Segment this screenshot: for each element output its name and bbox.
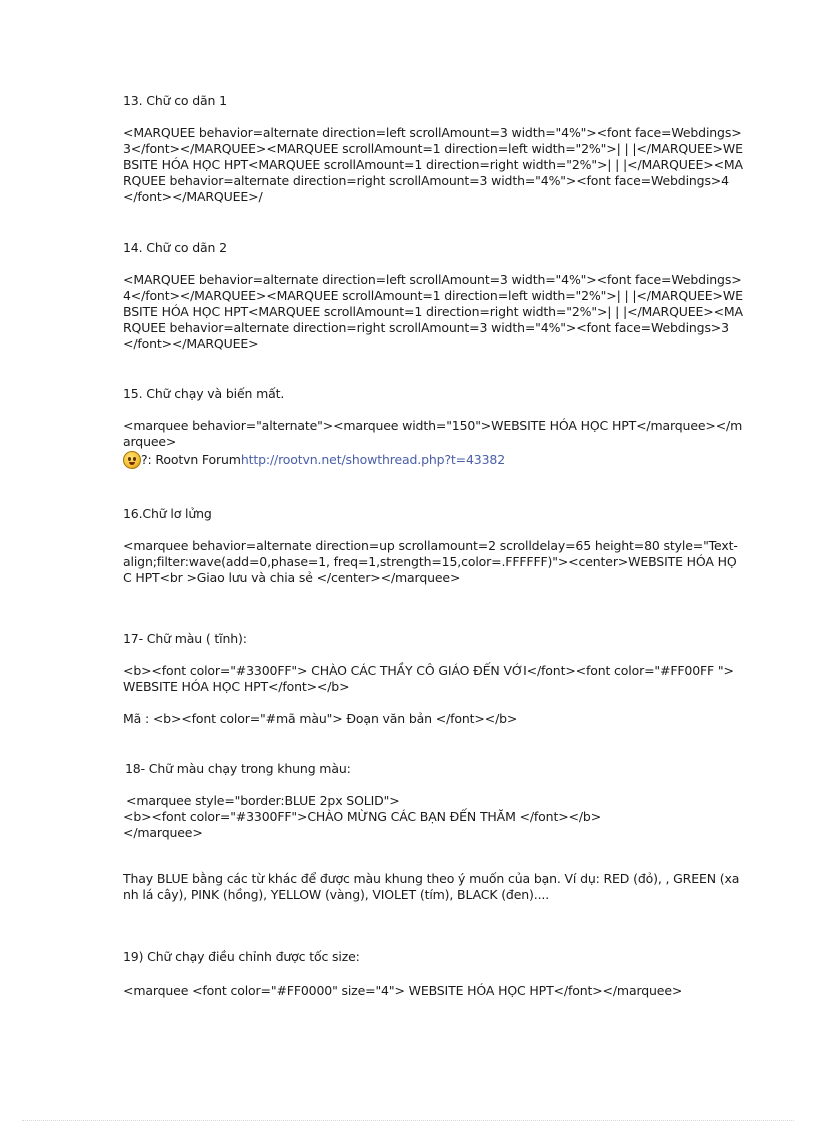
- section-heading: 14. Chữ co dãn 2: [123, 240, 227, 255]
- crying-face-icon: [123, 451, 141, 469]
- section-heading: 18- Chữ màu chạy trong khung màu:: [125, 761, 351, 776]
- code-snippet: <marquee behavior=alternate direction=up scrollamount=2 scrolldelay=65 height=80 style="Text-align;filter:wave(add=0,phase=1, freq=1,strength=15,color=.FFFFFF)"><center>WEBSITE HÓA HỌC HPT<br >Giao lưu và chia sẻ </center></marquee>: [123, 538, 738, 585]
- section-18: [123, 761, 743, 871]
- section-17: [123, 631, 743, 761]
- page-bottom-rule: [22, 1120, 794, 1121]
- section-heading: 17- Chữ màu ( tĩnh):: [123, 631, 247, 646]
- section-heading: 16.Chữ lơ lửng: [123, 506, 212, 521]
- code-line: <marquee style="border:BLUE 2px SOLID">: [126, 793, 400, 808]
- source-line: [123, 451, 743, 469]
- code-snippet: <marquee <font color="#FF0000" size="4"> WEBSITE HÓA HỌC HPT</font></marquee>: [123, 983, 683, 998]
- section-heading: 19) Chữ chạy điều chỉnh được tốc size:: [123, 949, 360, 964]
- code-line: <b><font color="#3300FF">CHÀO MỪNG CÁC BẠN ĐẾN THĂM </font></b>: [123, 809, 602, 824]
- section-heading: 13. Chữ co dãn 1: [123, 93, 227, 108]
- document-body: [123, 93, 743, 999]
- code-line: </marquee>: [123, 825, 203, 840]
- code-snippet: <MARQUEE behavior=alternate direction=left scrollAmount=3 width="4%"><font face=Webdings>3</font></MARQUEE><MARQUEE scrollAmount=1 direction=left width="2%">| | |</MARQUEE>WEBSITE HÓA HỌC HPT<MARQUEE scrollAmount=1 direction=right width="2%">| | |</MARQUEE><MARQUEE behavior=alternate direction=right scrollAmount=3 width="4%"><font face=Webdings>4</font></MARQUEE>/: [123, 125, 743, 204]
- code-snippet: <b><font color="#3300FF"> CHÀO CÁC THẦY CÔ GIÁO ĐẾN VỚI</font><font color="#FF00FF "> WEBSITE HÓA HỌC HPT</font></b>: [123, 663, 734, 694]
- code-template: Mã : <b><font color="#mã màu"> Đoạn văn bản </font></b>: [123, 711, 518, 726]
- section-14: [123, 240, 743, 386]
- note-text: Thay BLUE bằng các từ khác để được màu khung theo ý muốn của bạn. Ví dụ: RED (đỏ), , GREEN (xanh lá cây), PINK (hồng), YELLOW (vàng), VIOLET (tím), BLACK (đen)....: [123, 871, 740, 902]
- section-15: [123, 386, 743, 506]
- source-prefix: ?: Rootvn Forum: [141, 452, 241, 467]
- code-snippet: <marquee behavior="alternate"><marquee width="150">WEBSITE HÓA HỌC HPT</marquee></marquee>: [123, 418, 743, 449]
- section-heading: 15. Chữ chạy và biến mất.: [123, 386, 285, 401]
- color-note: [123, 871, 743, 949]
- code-snippet: <MARQUEE behavior=alternate direction=left scrollAmount=3 width="4%"><font face=Webdings>4</font></MARQUEE><MARQUEE scrollAmount=1 direction=left width="2%">| | |</MARQUEE>WEBSITE HÓA HỌC HPT<MARQUEE scrollAmount=1 direction=right width="2%">| | |</MARQUEE><MARQUEE behavior=alternate direction=right scrollAmount=3 width="4%"><font face=Webdings>3</font></MARQUEE>: [123, 272, 743, 351]
- section-19: [123, 949, 743, 999]
- section-16: [123, 506, 743, 631]
- section-13: [123, 93, 743, 240]
- source-link[interactable]: http://rootvn.net/showthread.php?t=43382: [240, 452, 506, 467]
